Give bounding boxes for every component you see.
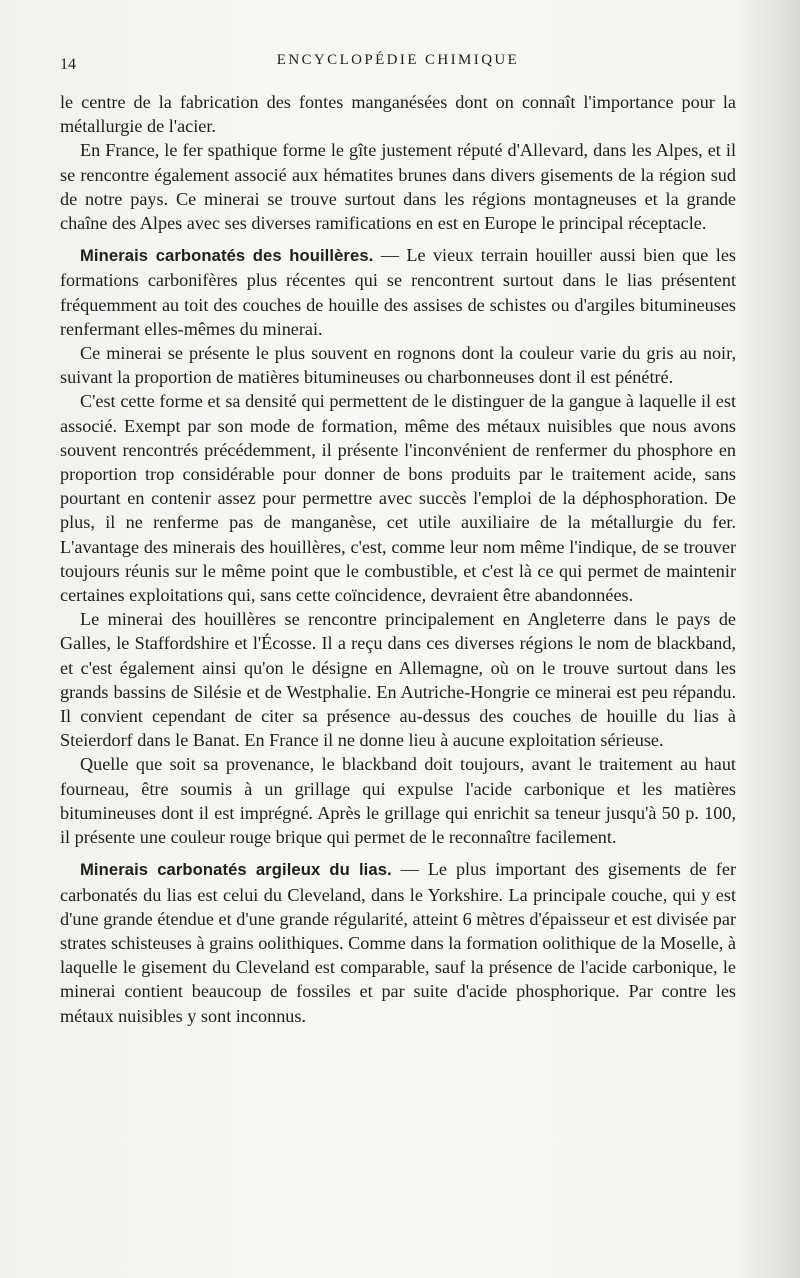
paragraph-text: Ce minerai se présente le plus souvent en rognons dont la couleur varie du gris au noir, suivant la proportion de matières bitumineuses ou charbonneuses dont il est pénétré. xyxy=(60,343,736,388)
paragraph xyxy=(60,90,736,138)
paragraph-text: — Le plus important des gisements de fer carbonatés du lias est celui du Cleveland, dans le Yorkshire. La principale couche, qui y est d'une grande étendue et d'une grande régularité, atteint 6 mètres d'épaisseur et est divisée par strates schisteuses à grains oolithiques. Comme dans la formation oolithique de la Moselle, à laquelle le gisement du Cleveland est comparable, sauf la présence de l'acide carbonique, le minerai contient beaucoup de fossiles et par suite d'acide phosphorique. Par contre les métaux nuisibles y sont inconnus. xyxy=(60,859,736,1026)
paragraph xyxy=(60,389,736,607)
body-text xyxy=(60,90,736,1028)
running-title: ENCYCLOPÉDIE CHIMIQUE xyxy=(276,52,520,68)
paragraph xyxy=(60,341,736,389)
page-header xyxy=(60,50,736,78)
page-number: 14 xyxy=(60,56,76,73)
paragraph-text: — Le vieux terrain houiller aussi bien que les formations carbonifères plus récentes qui se rencontrent surtout dans le lias présentent fréquemment au toit des couches de houille des assises de schistes ou d'argiles bitumineuses renfermant elles-mêmes du minerai. xyxy=(60,245,736,339)
paragraph-text: Quelle que soit sa provenance, le blackband doit toujours, avant le traitement au haut fourneau, être soumis à un grillage qui expulse l'acide carbonique et les matières bitumineuses dont il est imprégné. Après le grillage qui enrichit sa teneur jusqu'à 50 p. 100, il présente une couleur rouge brique qui permet de le reconnaître facilement. xyxy=(60,754,736,848)
paragraph xyxy=(60,243,736,341)
paragraph xyxy=(60,752,736,849)
paragraph xyxy=(60,607,736,752)
paragraph-text: Le minerai des houillères se rencontre principalement en Angleterre dans le pays de Galles, le Staffordshire et l'Écosse. Il a reçu dans ces diverses régions le nom de blackband, et c'est également ainsi qu'on le désigne en Allemagne, où on le trouve surtout dans les grands bassins de Silésie et de Westphalie. En Autriche-Hongrie ce minerai est peu répandu. Il convient cependant de citer sa présence au-dessus des couches de houille du lias à Steierdorf dans le Banat. En France il ne donne lieu à aucune exploitation sérieuse. xyxy=(60,609,736,751)
paragraph-text: En France, le fer spathique forme le gîte justement réputé d'Allevard, dans les Alpes, et il se rencontre également associé aux hématites brunes dans divers gisements de la région sud de notre pays. Ce minerai se trouve surtout dans les régions montagneuses et la grande chaîne des Alpes avec ses diverses ramifications en est en Europe le principal réceptacle. xyxy=(60,140,736,234)
section-heading: Minerais carbonatés argileux du lias. xyxy=(80,860,392,880)
paragraph-text: C'est cette forme et sa densité qui permettent de le distinguer de la gangue à laquelle il est associé. Exempt par son mode de formation, même des métaux nuisibles que nous avons souvent rencontrés précédemment, il présente l'inconvénient de renfermer du phosphore en proportion trop considérable pour donner de bons produits par le traitement acide, sans pourtant en contenir assez pour permettre avec succès l'emploi de la déphosphoration. De plus, il ne renferme pas de manganèse, cet utile auxiliaire de la métallurgie du fer. L'avantage des minerais des houillères, c'est, comme leur nom même l'indique, de se trouver toujours réunis sur le même point que le combustible, et c'est là ce qui permet de maintenir certaines exploitations qui, sans cette coïncidence, devraient être abandonnées. xyxy=(60,391,736,606)
section-heading: Minerais carbonatés des houillères. xyxy=(80,246,374,266)
paragraph xyxy=(60,138,736,235)
paragraph-text: le centre de la fabrication des fontes manganésées dont on connaît l'importance pour la métallurgie de l'acier. xyxy=(60,92,736,137)
paragraph xyxy=(60,857,736,1027)
